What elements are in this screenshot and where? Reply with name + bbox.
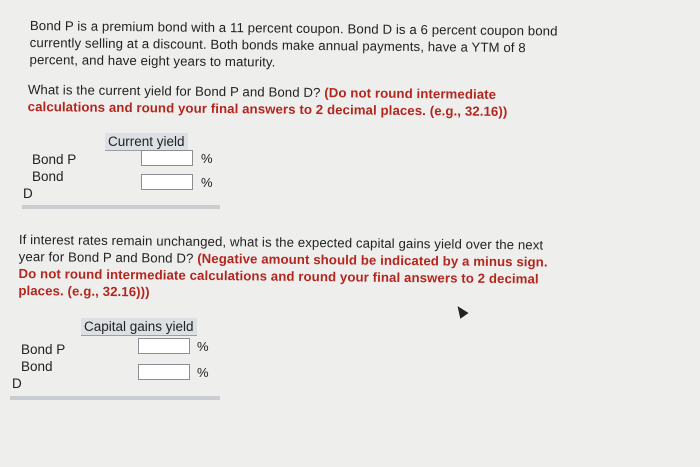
q2-prompt-line2: year for Bond P and Bond D? (18, 248, 194, 266)
mouse-cursor-icon (453, 303, 468, 319)
bond-d-current-yield-input[interactable] (141, 174, 193, 190)
bond-d-label-a: Bond (32, 169, 64, 184)
q1-intro-line3: percent, and have eight years to maturity. (29, 51, 276, 70)
percent-sign: % (201, 175, 213, 190)
table-divider (10, 396, 220, 400)
percent-sign: % (197, 339, 209, 354)
question2-text (18, 231, 548, 305)
q1-instruction-line2: calculations and round your final answers to 2 decimal places. (e.g., 32.16)) (27, 98, 508, 120)
bond-p-label: Bond P (21, 342, 66, 357)
q1-intro-line1: Bond P is a premium bond with a 11 percent coupon. Bond D is a 6 percent coupon bond (29, 17, 558, 39)
current-yield-header: Current yield (105, 133, 188, 151)
bond-d-label-b: D (23, 186, 33, 201)
q1-intro-line2: currently selling at a discount. Both bonds make annual payments, have a YTM of 8 (29, 34, 526, 56)
q2-instruction-line3: places. (e.g., 32.16))) (18, 282, 150, 300)
table-divider (22, 205, 220, 209)
bond-p-label: Bond P (32, 152, 77, 167)
percent-sign: % (201, 151, 213, 166)
q1-prompt: What is the current yield for Bond P and Bond D? (27, 81, 321, 101)
bond-p-current-yield-input[interactable] (141, 150, 193, 166)
question1-prompt (28, 81, 508, 120)
bond-d-label-a: Bond (21, 359, 53, 374)
percent-sign: % (197, 365, 209, 380)
capital-gains-yield-header: Capital gains yield (81, 318, 197, 336)
q1-instruction-line1: (Do not round intermediate (324, 85, 497, 102)
bond-d-capital-gains-input[interactable] (138, 364, 190, 380)
question1-text (29, 17, 557, 74)
bond-p-capital-gains-input[interactable] (138, 338, 190, 354)
q2-prompt-line1: If interest rates remain unchanged, what is the expected capital gains yield over the next (18, 231, 544, 253)
q2-instruction-line2: Do not round intermediate calculations and round your final answers to 2 decimal (18, 265, 539, 287)
bond-d-label-b: D (12, 376, 22, 391)
q2-instruction-line1: (Negative amount should be indicated by a minus sign. (197, 250, 548, 270)
